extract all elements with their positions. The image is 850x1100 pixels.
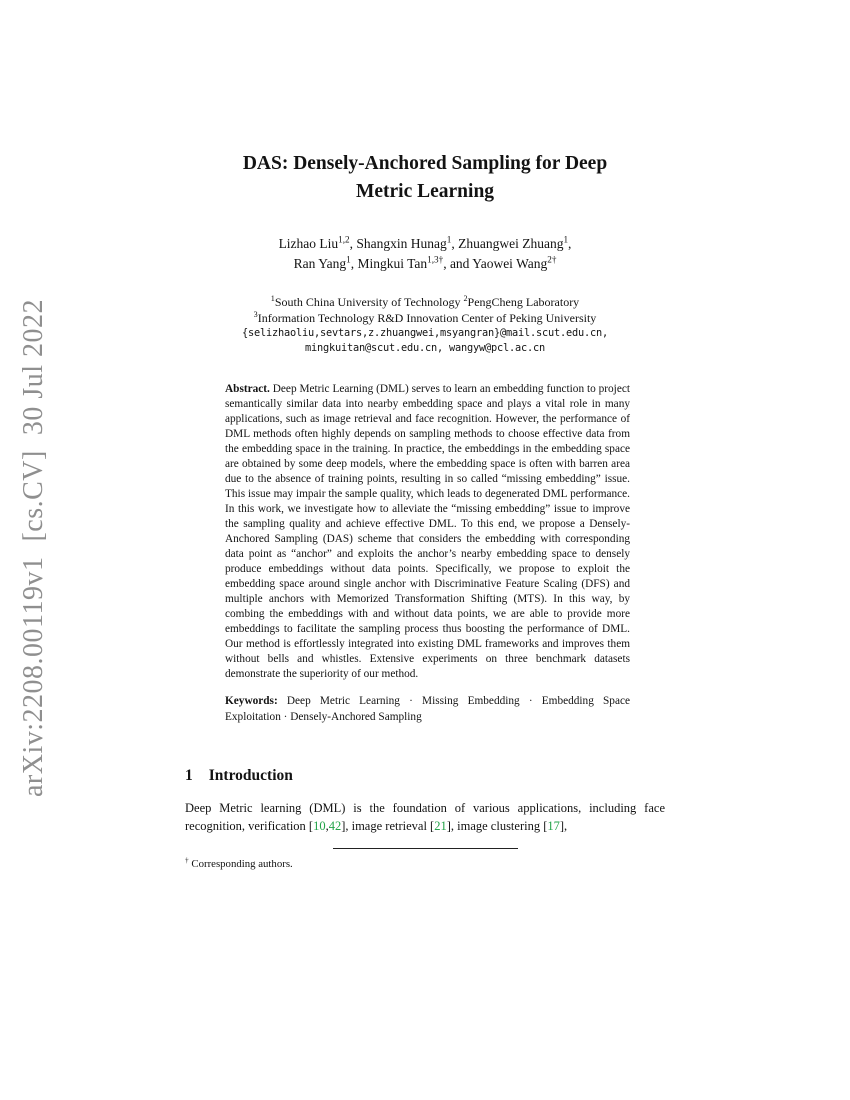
- intro-paragraph: [185, 799, 665, 835]
- paper-title-line1: DAS: Densely-Anchored Sampling for Deep: [242, 153, 608, 174]
- keywords-label: Keywords:: [225, 695, 278, 707]
- author-affil-sup: 1,3†: [427, 254, 444, 265]
- affiliation-line-2: [185, 310, 665, 326]
- author-name: , Zhuangwei Zhuang: [451, 236, 564, 251]
- authors-line-1: [185, 234, 665, 254]
- affiliation-line-1: [185, 294, 665, 310]
- citation-link[interactable]: 21: [434, 819, 447, 833]
- author-affil-sup: 1: [446, 234, 452, 245]
- affil-index-sup: 1: [270, 294, 275, 303]
- author-affil-sup: 1,2: [338, 234, 350, 245]
- footnote: [185, 854, 665, 871]
- author-name: Ran Yang: [293, 256, 347, 271]
- affiliations: [185, 294, 665, 356]
- author-emails: [185, 326, 665, 356]
- email-line-1: {selizhaoliu,sevtars,z.zhuangwei,msyangran}@mail.scut.edu.cn,: [242, 327, 608, 339]
- citation-link[interactable]: 17: [547, 819, 560, 833]
- author-affil-sup: 1: [346, 254, 351, 265]
- author-affil-sup: 1: [563, 234, 569, 245]
- intro-text: ], image clustering [: [446, 819, 548, 833]
- keywords-text: Deep Metric Learning · Missing Embedding · Embedding Space Exploitation · Densely-Anchored Sampling: [225, 695, 630, 723]
- footnote-divider: [333, 848, 518, 849]
- paper-title: [185, 150, 665, 206]
- intro-text: Deep Metric learning (DML) is the foundation of various applications, including face recognition, verification [: [185, 801, 665, 833]
- footnote-text: Corresponding authors.: [188, 857, 293, 870]
- section-title: Introduction: [208, 767, 293, 784]
- authors-line-2: [185, 254, 665, 274]
- affiliation-text: South China University of Technology: [274, 295, 464, 309]
- intro-text: ],: [559, 819, 568, 833]
- author-name: ,: [568, 236, 572, 251]
- paper-title-line2: Metric Learning: [355, 181, 495, 202]
- intro-text: ], image retrieval [: [341, 819, 435, 833]
- author-name: Lizhao Liu: [278, 236, 339, 251]
- author-list: [185, 234, 665, 274]
- author-name: , Mingkui Tan: [350, 256, 428, 271]
- footnote-marker: †: [185, 854, 189, 864]
- citation-link[interactable]: 42: [328, 819, 342, 833]
- abstract-label: Abstract.: [225, 383, 270, 395]
- author-affil-sup: 2†: [547, 254, 557, 265]
- author-name: , Shangxin Hunag: [349, 236, 447, 251]
- affil-index-sup: 2: [463, 294, 468, 303]
- abstract-paragraph: [225, 382, 630, 682]
- keywords-paragraph: [225, 694, 630, 725]
- citation-link[interactable]: 10: [313, 819, 326, 833]
- affiliation-text: PengCheng Laboratory: [467, 295, 580, 309]
- arxiv-watermark: arXiv:2208.00119v1 [cs.CV] 30 Jul 2022: [18, 298, 49, 798]
- section-heading-introduction: [185, 767, 665, 785]
- affil-index-sup: 3: [253, 310, 258, 319]
- author-name: , and Yaowei Wang: [443, 256, 548, 271]
- section-number: 1: [185, 767, 193, 784]
- intro-text: ,: [325, 819, 329, 833]
- paper-content: [185, 0, 665, 881]
- affiliation-text: Information Technology R&D Innovation Center of Peking University: [257, 311, 597, 325]
- email-line-2: mingkuitan@scut.edu.cn, wangyw@pcl.ac.cn: [305, 342, 545, 354]
- abstract-text: Deep Metric Learning (DML) serves to learn an embedding function to project semantically similar data into nearby embedding space and plays a vital role in many applications, such as image retrieval and face recognition. However, the performance of DML methods often highly depends on sampling methods to choose effective data from the embedding space in the training. In practice, the embeddings in the embedding space are obtained by some deep models, where the embedding space is often with barren area due to the absence of training points, resulting in so called “missing embedding” issue. This issue may impair the sample quality, which leads to degenerated DML performance. In this work, we investigate how to alleviate the “missing embedding” issue to improve the sampling quality and achieve effective DML. To this end, we propose a Densely-Anchored Sampling (DAS) scheme that considers the embedding with corresponding data point as “anchor” and exploits the anchor’s nearby embedding space to densely produce embeddings without data points. Specifically, we propose to exploit the embedding space around single anchor with Discriminative Feature Scaling (DFS) and multiple anchors with Memorized Transformation Shifting (MTS). In this way, by combing the embeddings with and without data points, we are able to provide more embeddings to facilitate the sampling process thus boosting the performance of DML. Our method is effortlessly integrated into existing DML frameworks and improves them without bells and whistles. Extensive experiments on three benchmark datasets demonstrate the superiority of our method.: [225, 383, 630, 680]
